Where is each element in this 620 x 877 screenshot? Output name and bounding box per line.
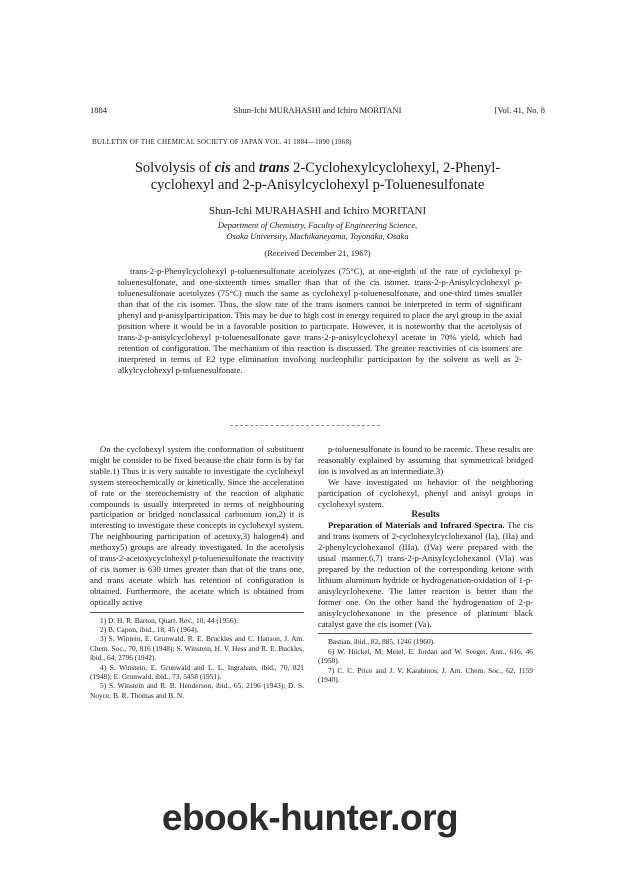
materials-paragraph [318, 520, 533, 629]
materials-runin-heading: Preparation of Materials and Infrared Spectra. [328, 520, 505, 531]
watermark: ebook-hunter.org [161, 797, 459, 838]
journal-bulletin-line: BULLETIN OF THE CHEMICAL SOCIETY OF JAPAN VOL. 41 1884—1890 (1968) [92, 138, 352, 146]
title-trans: trans [258, 160, 290, 176]
footnote-2: 2) B. Capon, ibid., 18, 45 (1964). [100, 625, 199, 634]
title-part-3: 2-Cyclohexylcyclohexyl, 2-Phenyl- [289, 160, 501, 176]
affiliation-line-1: Department of Chemistry, Faculty of Engineering Science, [217, 220, 418, 230]
received-date: (Received December 21, 1967) [264, 248, 371, 258]
investigation-paragraph: We have investigated on behavior of the neighboring participation of cyclohexyl, phenyl and anisyl groups in cyclohexyl system. [318, 476, 533, 509]
footnote-7: 7) C. C. Price and J. V. Karabinos, J. Am. Chem. Soc., 62, 1159 (1940). [318, 665, 533, 685]
article-title [90, 160, 545, 194]
section-divider [230, 425, 380, 426]
running-head-authors: Shun-Ichi MURAHASHI and Ichiro MORITANI [233, 105, 402, 115]
racemic-paragraph: p-toluenesulfonate is found to be racemic. These results are reasonably explained by assuming that symmetrical bridged ion is involved as an intermediate.3) [318, 444, 533, 476]
footnote-4: 4) S. Winstein, E. Grunwald and L. L. Ingraham, ibid., 70, 821 (1948); E. Grunwald, ibid., 73, 5458 (1951). [90, 662, 304, 682]
footnote-5: 5) S. Winstein and R. B. Henderson, ibid., 65, 2196 (1943); D. S. Noyce, B. R. Thomas and B. N. [90, 681, 304, 700]
affiliation [90, 220, 545, 242]
footnote-rule-right [318, 633, 532, 634]
title-line-2: cyclohexyl and 2-p-Anisylcyclohexyl p-Toluenesulfonate [150, 177, 485, 193]
abstract: trans-2-p-Phenylcyclohexyl p-toluenesulfonate acetolyzes (75°C), at one-eighth of the rate of cyclohexyl p-toluenesulfonate, and one-sixteenth times smaller than that of the cis isomer. trans-2-p-Anisylcyclohexyl p-toluenesulfonate acetolyzes (75°C) much the same as cyclohexyl p-toluenesulfonate, and one-third times smaller than that of the cis isomer. Thus, the slow rate of the trans isomers cannot be interpreted in term of significant phenyl and p-anisylparticipation. This may be due to high cost in energy required to place the aryl group in the axial position where it would be in a favorable position to participate. However, it is noteworthy that the acetolysis of trans-2-p-anisylcyclohexyl p-toluenesulfonate gave trans-2-p-anisylcyclohexyl acetate in 70% yield, which had retention of configuration. The mechanism of this reaction is discussed. The greater reactivities of cis isomers are interpreted in terms of E2 type elimination involving nucleophilic participation by the solvent as well as 2-alkylcyclohexyl p-toluenesulfonate. [118, 266, 522, 376]
title-cis: cis [214, 160, 231, 176]
right-column [318, 444, 533, 684]
authors: Shun-Ichi MURAHASHI and Ichiro MORITANI [208, 205, 427, 217]
page-number: 1884 [90, 105, 107, 115]
footnote-1: 1) D. H. R. Barton, Quart. Rev., 10, 44 (1956). [100, 615, 238, 625]
materials-text: The cis and trans isomers of 2-cyclohexylcyclohexanol (Ia), (IIa) and 2-phenylcyclohexanol (IIIa), (IVa) were prepared with the usual manner.6,7) trans-2-p-Anisylcyclohexanol (VIa) was prepared by the reduction of the corresponding ketone with lithium aluminum hydride or hydrogenation-oxidation of 1-p-anisylcyclohexene. The latter reaction is better than the former one. On the other hand the hydrogenation of 2-p-anisylcyclohexanone in the presence of platinum black catalyst gave the cis isomer (Va). [318, 520, 533, 629]
results-heading: Results [411, 509, 440, 520]
footnote-rule [90, 612, 304, 613]
affiliation-line-2: Osaka University, Machikaneyama, Toyonaka, Osaka [226, 231, 409, 241]
left-column [90, 444, 304, 700]
title-part-2: and [230, 160, 259, 176]
intro-paragraph: On the cyclohexyl system the conformation of substituent might be consider to be fixed because the chair form is by far stable.1) Thus it is very suitable to investigate the cyclohexyl system stereochemically or kinetically. Since the acceleration of rate or the stereochemistry of the reaction of aliphatic compounds is usually interpreted in terms of neighbouring participation or bridged nonclassical carbonium ion,2) it is interesting to investigate these concepts in cyclohexyl system. The neighbouring participation of acetoxy,3) halogen4) and methoxy5) groups are already investigated. In the acetolysis of trans-2-acetoxycyclohexyl p-toluenesulfonate the reactivity of cis isomer is 630 times greater than that of the trans one, and trans acetate which has retention of configuration is obtained. Furthermore, the acetate which is obtained from optically active [90, 444, 304, 607]
volume-info: [Vol. 41, No. 8 [494, 105, 545, 115]
footnote-5-continued: Bastian, ibid., 82, 885, 1246 (1960). [328, 637, 435, 647]
footnote-6: 6) W. Hückel, M. Meiel, E. Jordan and W. Seeger, Ann., 616, 46 (1958). [318, 646, 533, 666]
title-part-1: Solvolysis of [134, 160, 215, 176]
footnote-3: 3) S. Wintein, E. Grunwald, R. E. Bruckles and C. Hanson, J. Am. Chem. Soc., 70, 816 (1948); S. Winstein, H. V. Hess and R. E. Buckles, ibid., 64, 2796 (1942). [90, 634, 304, 663]
